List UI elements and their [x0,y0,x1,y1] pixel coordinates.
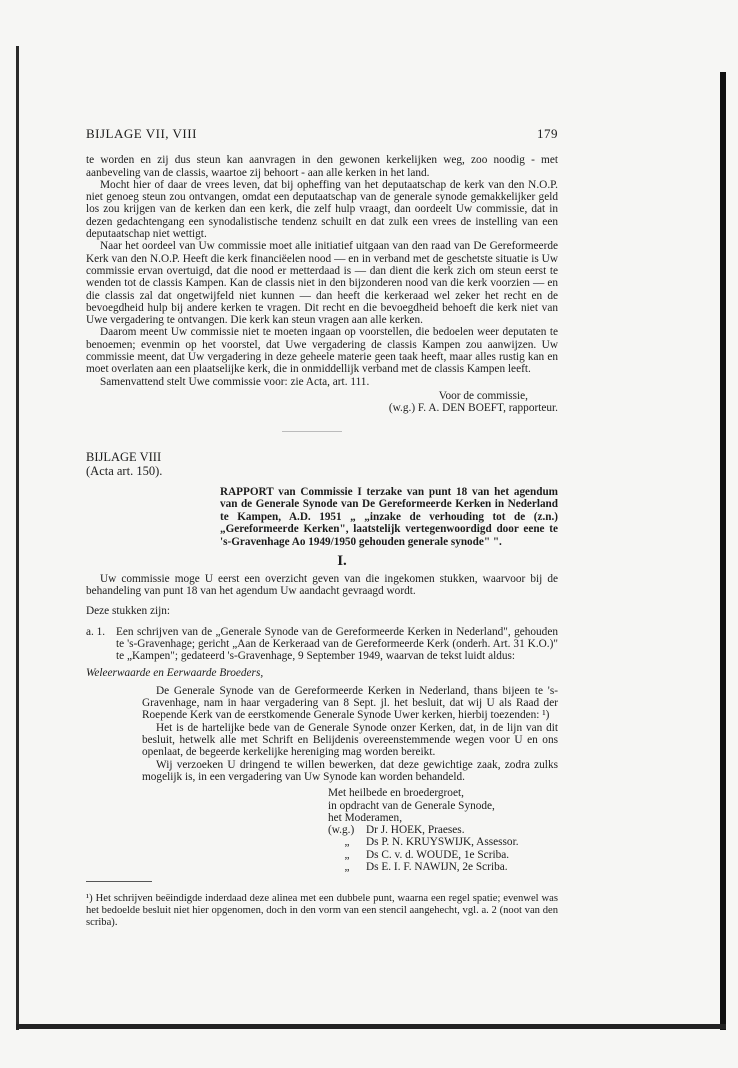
paragraph: Mocht hier of daar de vrees leven, dat bij opheffing van het deputaatschap de kerk van den N.O.P. niet genoeg steun zou ontvangen, omdat een deputaatschap van de generale synode gemakkelijker geld los zou krijgen van de kerken dan een kerk, die zelf hulp vraagt, dan oordeelt Uw commissie, dat in dezen gedachtengang een synodalistische tendenz schuilt en dat zulk een vrees de instelling van een deputaatschap niet wettigt. [86,178,558,241]
page-number: 179 [537,126,558,141]
letter-salutation: Weleerwaarde en Eerwaarde Broeders, [86,666,264,679]
report-body [86,573,558,874]
closing-line: in opdracht van de Generale Synode, [328,799,495,812]
signature-row [328,849,558,861]
section-divider [282,431,342,432]
letter-closing [328,787,558,873]
list-item [86,626,558,663]
bijlage-title: BIJLAGE VIII [86,449,162,464]
report-title: RAPPORT van Commissie I terzake van punt 18 van het agendum van de Generale Synode van De Gereformeerde Kerken in Nederland te Kampen, A.D. 1951 „ „inzake de verhouding tot de (z.n.) „Gereformeerde Kerken", laatstelijk vertegenwoordigd door eene te 's-Gravenhage Ao 1949/1950 gehouden generale synode" ". [220,485,558,548]
letter-body [142,685,558,783]
signature-prefix: „ [344,836,350,849]
paragraph: Samenvattend stelt Uwe commissie voor: zie Acta, art. 111. [100,375,370,388]
signature-name: Ds P. N. KRUYSWIJK, Assessor. [366,836,519,849]
bijlage-reference: (Acta art. 150). [86,463,163,478]
signature-prefix: „ [344,848,350,861]
signature-name: Ds E. I. F. NAWIJN, 2e Scriba. [366,861,508,874]
signature-line: (w.g.) F. A. DEN BOEFT, rapporteur. [388,402,558,415]
signature-prefix: „ [344,861,350,874]
signature-name: Ds C. v. d. WOUDE, 1e Scriba. [366,848,510,861]
previous-report-section [86,154,558,414]
footnote-rule [86,881,152,882]
running-header [86,128,558,140]
page-right-edge [720,72,726,1030]
footnote: ¹) Het schrijven beëindigde inderdaad deze alinea met een dubbele punt, waarna een regel spatie; evenwel was het bedoelde besluit niet hier opgenomen, doch in den vorm van een stencil aangehecht, vgl. a. 2 (noot van den scriba). [86,892,558,928]
section-numeral: I. [337,552,347,569]
item-text: Een schrijven van de „Generale Synode van de Gereformeerde Kerken in Nederland", gehouden te 's-Gravenhage; gericht „Aan de Kerkeraad van de Gereformeerde Kerk (onderh. Art. 31 K.O.)" te „Kampen"; gedateerd 's-Gravenhage, 9 September 1949, waarvan de tekst luidt aldus: [116,625,558,663]
paragraph: te worden en zij dus steun kan aanvragen in den gewonen kerkelijken weg, zoo noodig - met aanbeveling van de classis, waartoe zij behoort - aan alle kerken in het land. [86,154,558,179]
intro-paragraph: Uw commissie moge U eerst een overzicht geven van die ingekomen stukken, waarvoor bij de behandeling van punt 18 van het agendum Uw aandacht gevraagd wordt. [86,572,558,598]
paragraph: Daarom meent Uw commissie niet te moeten ingaan op voorstellen, die bedoelen weer deputaten te benoemen; evenmin op het voorstel, dat Uwe vergadering de classis Kampen zou aanwijzen. Uw commissie meent, dat Uw vergadering in deze geheele materie geen taak heeft, maar alles rustig kan en moet overlaten aan een plaatselijke kerk, die in onmiddellijk verband met de classis Kampen leeft. [86,326,558,376]
signature-prefix: (w.g.) [328,824,355,837]
page-left-edge [16,46,19,1030]
signature-row [328,861,558,873]
stukken-label: Deze stukken zijn: [86,605,171,618]
bijlage-heading [86,450,558,478]
signature-name: Dr J. HOEK, Praeses. [366,824,465,837]
item-marker: a. 1. [86,625,106,638]
signature-line: Voor de commissie, [438,389,528,402]
document-page [86,128,558,940]
letter-paragraph: De Generale Synode van de Gereformeerde Kerken in Nederland, thans bijeen te 's-Gravenhage, nam in haar vergadering van 8 Sept. jl. het besluit, dat wij U als Raad der Roepende Kerk van de eerstkomende Generale Synode Uwer kerken, hierbij toezenden: ¹) [142,684,558,722]
closing-line: Met heilbede en broedergroet, [328,787,464,800]
signature-row [328,836,558,848]
closing-line: het Moderamen, [328,811,403,824]
header-title: BIJLAGE VII, VIII [86,126,197,141]
page-bottom-edge [16,1024,726,1029]
paragraph: Naar het oordeel van Uw commissie moet alle initiatief uitgaan van den raad van De Gereformeerde Kerk van den N.O.P. Heeft die kerk financiëelen nood — en in verband met de geschetste situatie is Uw commissie ervan overtuigd, dat die nood er metterdaad is — dan dient die kerk zich om steun eerst te wenden tot de classis Kampen. Kan de classis niet in den bijzonderen nood van die kerk voorzien — en die classis zal dat ongetwijfeld niet kunnen — dan heeft die kerkeraad wel zeker het recht en de bevoegdheid hulp bij andere kerken te vragen. Dit recht en die bevoegdheid behoeft die kerk niet van Uwe vergadering te ontvangen. Die kerk kan steun vragen aan alle kerken. [86,240,558,327]
letter-paragraph: Het is de hartelijke bede van de Generale Synode onzer Kerken, dat, in de lijn van dit besluit, hetwelk alle met Schrift en Belijdenis overeenstemmende wegen voor U en ons openlaat, de begeerde kerkelijke hereniging mag worden bereikt. [142,721,558,759]
letter-paragraph: Wij verzoeken U dringend te willen bewerken, dat deze gewichtige zaak, zodra zulks mogelijk is, in een vergadering van Uw Synode kan worden behandeld. [142,758,558,783]
signature-row [328,824,558,836]
